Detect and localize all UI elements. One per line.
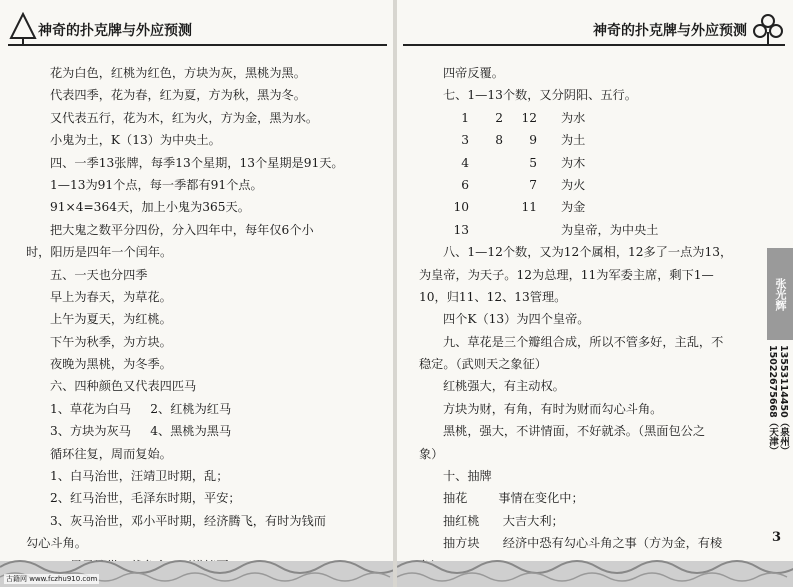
text-line: 91×4=364天，加上小鬼为365天。	[50, 200, 250, 215]
text-line: 又代表五行，花为木，红为火，方为金，黑为水。	[50, 110, 319, 125]
text-line: 小鬼为土，K（13）为中央土。	[50, 133, 221, 148]
right-body-text	[419, 62, 741, 577]
left-header-title	[38, 20, 192, 40]
table-cell: 为土	[561, 133, 586, 148]
left-header	[8, 12, 387, 46]
right-header-title	[593, 20, 747, 40]
text-line: 夜晚为黑桃，为冬季。	[50, 357, 172, 372]
text-line: 八、1—12个数，又为12个属相，12多了一点为13，	[443, 245, 733, 260]
table-cell: 11	[521, 200, 537, 215]
club-logo-icon	[751, 12, 785, 46]
table-row	[419, 152, 741, 174]
right-decorative-cloud-border	[397, 551, 793, 587]
text-line: 方块为财，有角，有时为财而勾心斗角。	[443, 401, 663, 416]
text-line: 黑桃，强大，不讲情面，不好就杀。（黑面包公之	[443, 424, 706, 439]
table-cell: 9	[529, 133, 537, 148]
text-line: 红桃强大，有主动权。	[443, 379, 565, 394]
text-line: 花为白色，红桃为红色，方块为灰，黑桃为黑。	[50, 66, 306, 80]
text-line: 四、一季13张牌，每季13个星期，13个星期是91天。	[50, 155, 344, 170]
table-cell: 1	[461, 110, 469, 125]
text-line: 1、白马治世，汪靖卫时期，乱；	[50, 469, 229, 484]
left-header-rule	[8, 44, 387, 46]
table-cell: 为金	[561, 200, 586, 215]
table-row	[419, 174, 741, 196]
table-cell: 4	[461, 155, 469, 170]
text-line: 稳定。（武则天之象征）	[419, 357, 547, 372]
text-line: 1、草花为白马 2、红桃为红马	[50, 401, 232, 416]
table-row	[419, 129, 741, 151]
text-line: 十、抽牌	[443, 469, 492, 484]
text-line: 象）	[419, 446, 444, 461]
text-line: 五、一天也分四季	[50, 267, 148, 282]
text-line: 四帝反覆。	[443, 66, 504, 80]
text-line: 下午为秋季，为方块。	[50, 334, 172, 349]
right-header-rule	[403, 44, 785, 46]
table-row	[419, 219, 741, 241]
table-row	[419, 196, 741, 218]
text-line: 六、四种颜色又代表四匹马	[50, 379, 197, 394]
phone-number: 13553114450（泉州）	[778, 345, 789, 456]
text-line: 抽红桃 大吉大利；	[443, 513, 564, 528]
text-line: 早上为春天，为草花。	[50, 289, 172, 304]
watermark: 古籍网 www.fczhu910.com	[6, 575, 98, 583]
table-cell: 3	[461, 133, 469, 148]
table-cell: 为火	[561, 177, 586, 192]
text-line: 七、1—13个数，又分阴阳、五行。	[443, 88, 637, 103]
text-line: 上午为夏天，为红桃。	[50, 312, 172, 327]
text-line: 为皇帝，为天子。12为总理，11为军委主席，剩下1—	[419, 267, 714, 282]
right-logo-text: 神奇	[593, 23, 621, 39]
number-elements-table	[419, 107, 741, 241]
table-cell: 13	[453, 222, 469, 237]
text-line: 循环往复，周而复始。	[50, 446, 172, 461]
text-line: 时，阳历是四年一个闰年。	[26, 245, 173, 260]
text-line: 代表四季，花为春，红为夏，方为秋，黑为冬。	[50, 88, 306, 103]
text-line: 3、方块为灰马 4、黑桃为黑马	[50, 424, 232, 439]
table-cell: 为木	[561, 155, 586, 170]
text-line: 四个K（13）为四个皇帝。	[443, 312, 590, 327]
left-body-text	[26, 62, 381, 577]
left-title-text: 的扑克牌与外应预测	[66, 23, 192, 39]
text-line: 2、红马治世，毛泽东时期，平安；	[50, 491, 241, 506]
left-logo-text: 神奇	[38, 23, 66, 39]
text-line: 10，归11、12、13管理。	[419, 289, 567, 304]
contact-phones	[767, 345, 789, 456]
page-number: 3	[771, 530, 781, 545]
right-title-text: 的扑克牌与外应预测	[621, 23, 747, 39]
text-line: 九、草花是三个瓣组合成，所以不管多好，主乱，不	[443, 334, 724, 349]
right-header	[403, 12, 785, 46]
text-line: 3、灰马治世，邓小平时期，经济腾飞，有时为钱而	[50, 513, 326, 528]
spade-logo-icon	[8, 12, 38, 46]
table-cell: 10	[453, 200, 469, 215]
table-cell: 2	[495, 110, 503, 125]
text-line: 1—13为91个点，每一季都有91个点。	[50, 177, 263, 192]
left-page	[0, 0, 393, 587]
author-name-tab: 张光辉	[767, 248, 793, 340]
text-line: 把大鬼之数平分四份，分入四年中，每年仅6个小	[50, 222, 314, 237]
table-cell: 8	[495, 133, 503, 148]
table-cell: 为皇帝，为中央土	[561, 222, 659, 237]
right-page	[397, 0, 793, 587]
text-line: 勾心斗角。	[26, 536, 87, 551]
table-cell: 12	[521, 110, 537, 125]
text-line: 抽方块 经济中恐有勾心斗角之事（方为金，有棱	[443, 536, 723, 551]
table-cell: 5	[529, 155, 537, 170]
table-cell: 7	[529, 177, 537, 192]
table-cell: 为水	[561, 110, 586, 125]
phone-number: 15022675668（天津）	[767, 345, 778, 456]
table-row	[419, 107, 741, 129]
table-cell: 6	[461, 177, 469, 192]
text-line: 抽花 事情在变化中；	[443, 491, 584, 506]
